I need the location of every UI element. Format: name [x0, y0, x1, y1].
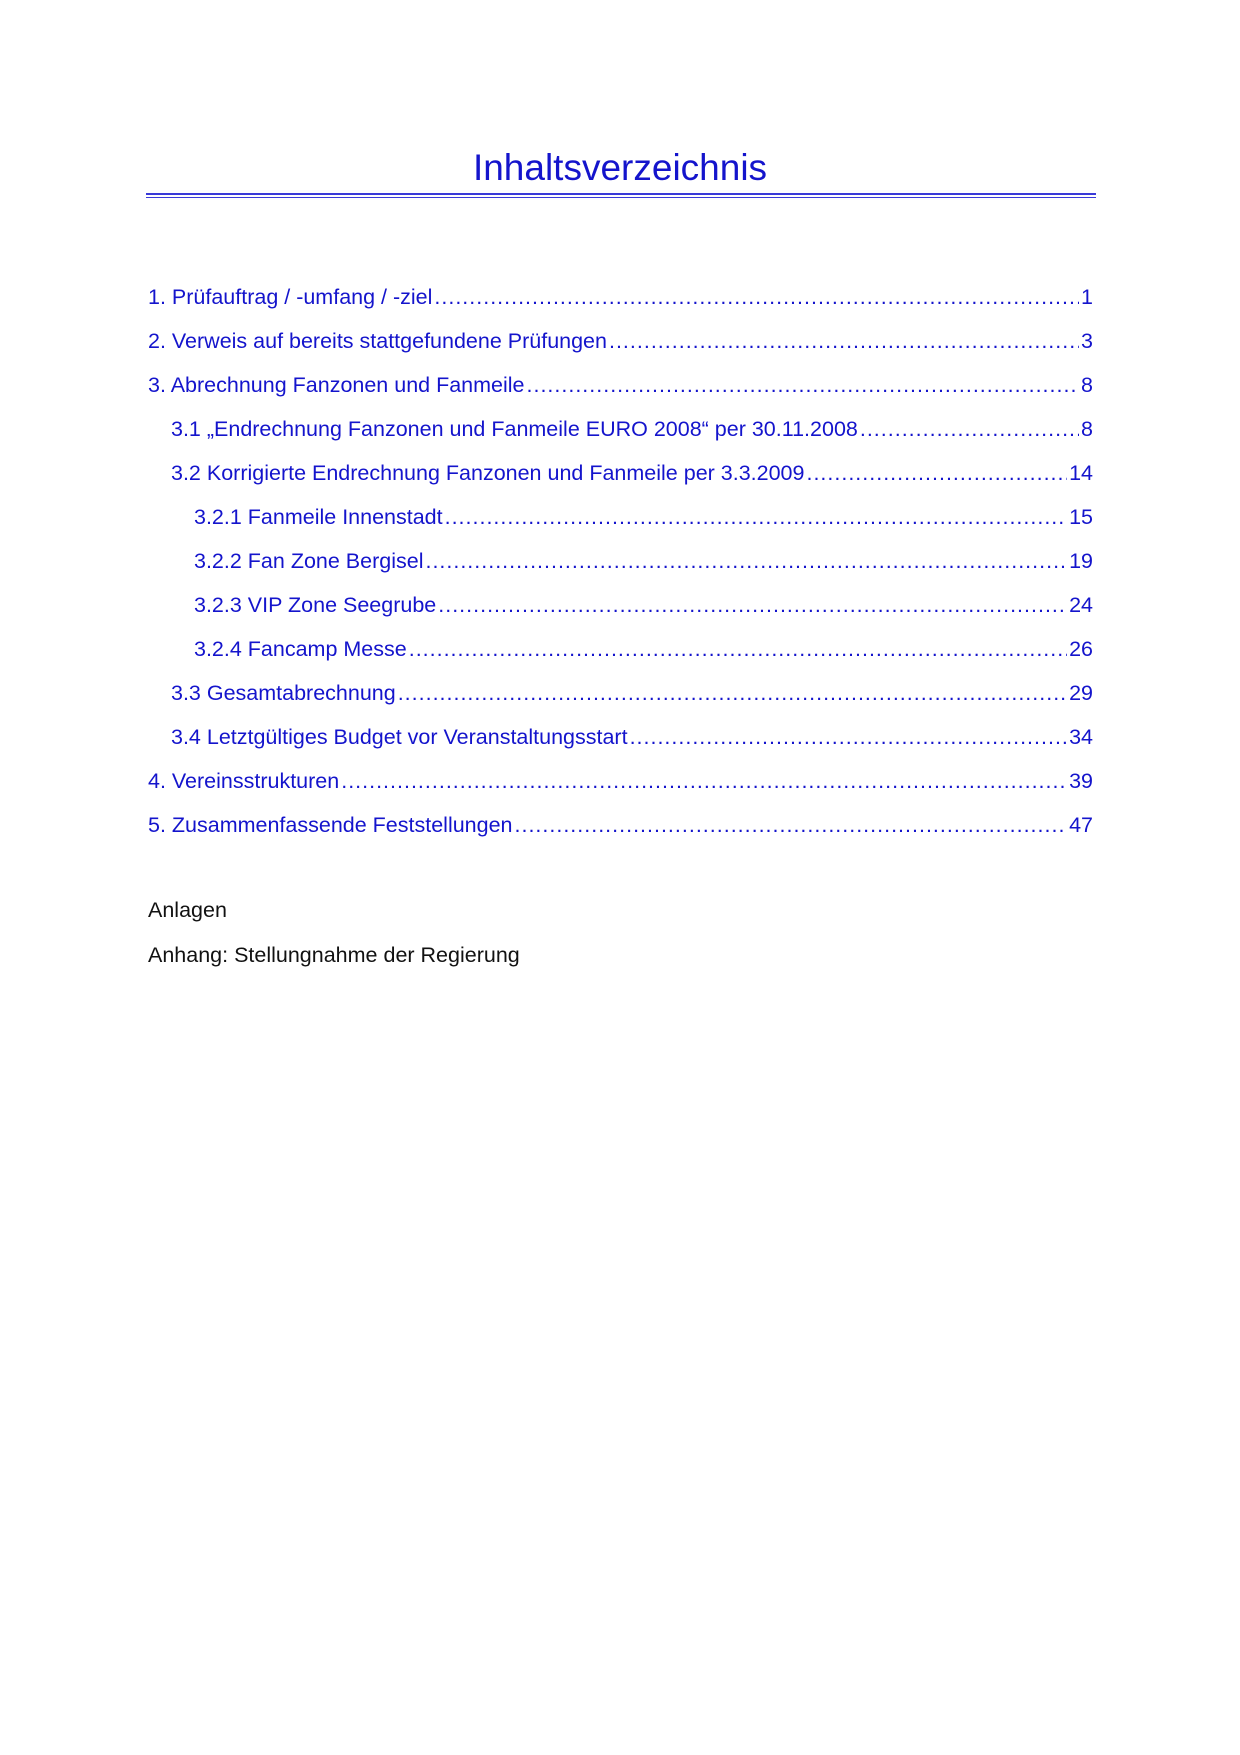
toc-page-number: 8 [1081, 373, 1093, 397]
toc-page-number: 1 [1081, 285, 1093, 309]
toc-leader-dots [434, 280, 1079, 314]
toc-entry[interactable] [148, 808, 1093, 852]
title-underline-thin [146, 197, 1096, 198]
toc-entry[interactable] [148, 368, 1093, 412]
toc-page-number: 47 [1069, 813, 1093, 837]
toc-page-number: 24 [1069, 593, 1093, 617]
toc-entry-label: 2. Verweis auf bereits stattgefundene Prüfungen [148, 329, 607, 353]
toc-leader-dots [398, 676, 1067, 710]
toc-page-number: 19 [1069, 549, 1093, 573]
toc-entry-label: 3.1 „Endrechnung Fanzonen und Fanmeile EURO 2008“ per 30.11.2008 [171, 417, 858, 441]
toc-page-number: 8 [1081, 417, 1093, 441]
toc-entry-label: 3.2.4 Fancamp Messe [194, 637, 407, 661]
table-of-contents [148, 280, 1093, 852]
toc-entry-label: 3.4 Letztgültiges Budget vor Veranstaltungsstart [171, 725, 628, 749]
toc-entry-label: 3. Abrechnung Fanzonen und Fanmeile [148, 373, 525, 397]
toc-leader-dots [860, 412, 1079, 446]
toc-entry-label: 3.2 Korrigierte Endrechnung Fanzonen und Fanmeile per 3.3.2009 [171, 461, 805, 485]
toc-entry[interactable] [148, 280, 1093, 324]
toc-leader-dots [445, 500, 1067, 534]
toc-entry[interactable] [148, 720, 1093, 764]
toc-page-number: 34 [1069, 725, 1093, 749]
toc-page-number: 39 [1069, 769, 1093, 793]
toc-leader-dots [438, 588, 1067, 622]
toc-page-number: 15 [1069, 505, 1093, 529]
toc-entry[interactable] [148, 632, 1093, 676]
toc-entry-label: 3.2.3 VIP Zone Seegrube [194, 593, 437, 617]
toc-entry-label: 1. Prüfauftrag / -umfang / -ziel [148, 285, 433, 309]
toc-entry-label: 4. Vereinsstrukturen [148, 769, 340, 793]
toc-page-number: 14 [1069, 461, 1093, 485]
toc-page-number: 29 [1069, 681, 1093, 705]
toc-entry[interactable] [148, 544, 1093, 588]
toc-page-number: 3 [1081, 329, 1093, 353]
toc-leader-dots [527, 368, 1080, 402]
toc-entry[interactable] [148, 588, 1093, 632]
toc-entry-label: 3.2.2 Fan Zone Bergisel [194, 549, 424, 573]
toc-leader-dots [609, 324, 1079, 358]
page-title: Inhaltsverzeichnis [472, 147, 768, 188]
toc-entry[interactable] [148, 764, 1093, 808]
toc-entry[interactable] [148, 676, 1093, 720]
toc-leader-dots [630, 720, 1068, 754]
title-underline [146, 193, 1096, 195]
toc-page-number: 26 [1069, 637, 1093, 661]
toc-entry[interactable] [148, 412, 1093, 456]
toc-entry-label: 3.3 Gesamtabrechnung [171, 681, 396, 705]
toc-entry[interactable] [148, 500, 1093, 544]
toc-entry[interactable] [148, 324, 1093, 368]
toc-entry-label: 5. Zusammenfassende Feststellungen [148, 813, 513, 837]
appendix-anlagen: Anlagen [148, 898, 227, 922]
toc-leader-dots [425, 544, 1067, 578]
toc-leader-dots [409, 632, 1067, 666]
toc-entry-label: 3.2.1 Fanmeile Innenstadt [194, 505, 443, 529]
toc-leader-dots [515, 808, 1068, 842]
toc-leader-dots [806, 456, 1067, 490]
toc-leader-dots [341, 764, 1067, 798]
appendix-anhang: Anhang: Stellungnahme der Regierung [148, 943, 520, 967]
toc-entry[interactable] [148, 456, 1093, 500]
